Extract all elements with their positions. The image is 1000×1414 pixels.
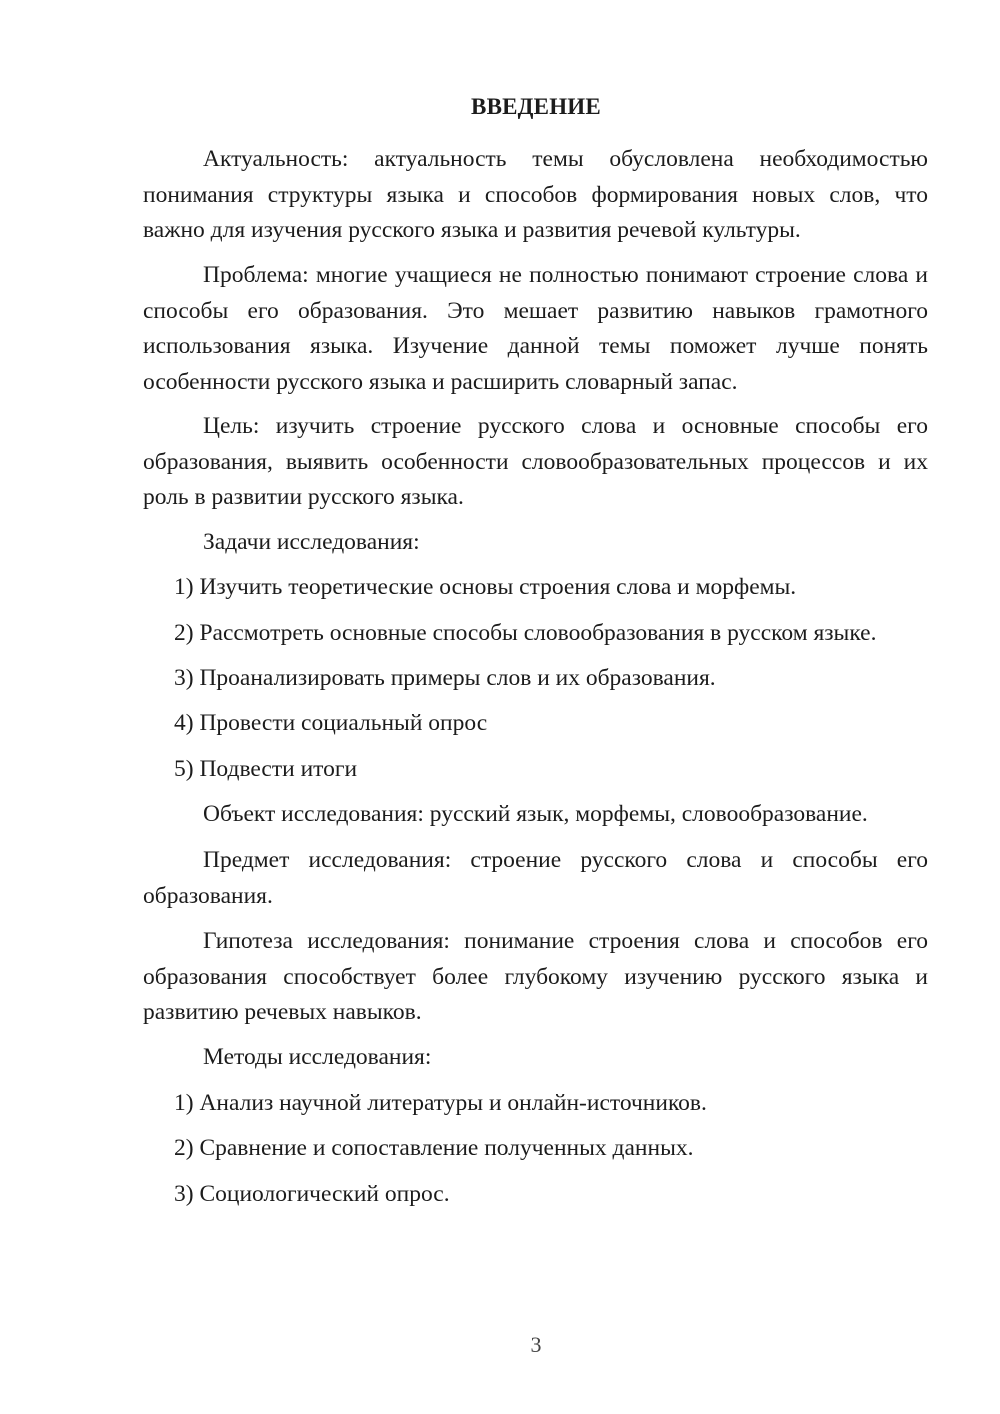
task-item: 3) Проанализировать примеры слов и их образования.: [174, 665, 716, 691]
method-item: 3) Социологический опрос.: [174, 1181, 450, 1207]
method-item: 1) Анализ научной литературы и онлайн-источников.: [174, 1090, 707, 1116]
hypothesis-paragraph: Гипотеза исследования: понимание строения слова и способов его образования способствует более глубокому изучению русского языка и развитию речевых навыков.: [143, 928, 928, 1025]
task-item: 5) Подвести итоги: [174, 756, 358, 782]
subject-paragraph: Предмет исследования: строение русского слова и способы его образования.: [143, 847, 928, 909]
task-item: 1) Изучить теоретические основы строения слова и морфемы.: [174, 574, 797, 600]
object-paragraph: Объект исследования: русский язык, морфемы, словообразование.: [203, 801, 868, 827]
methods-label: Методы исследования:: [203, 1044, 432, 1070]
page-number: 3: [530, 1332, 542, 1357]
tasks-label: Задачи исследования:: [203, 529, 420, 555]
task-item: 4) Провести социальный опрос: [174, 710, 488, 736]
task-item: 2) Рассмотреть основные способы словообразования в русском языке.: [174, 620, 877, 646]
page-title: ВВЕДЕНИЕ: [471, 94, 601, 119]
method-item: 2) Сравнение и сопоставление полученных данных.: [174, 1135, 694, 1161]
goal-paragraph: Цель: изучить строение русского слова и основные способы его образования, выявить особенности словообразовательных процессов и их роль в развитии русского языка.: [143, 413, 928, 510]
problem-paragraph: Проблема: многие учащиеся не полностью понимают строение слова и способы его образования. Это мешает развитию навыков грамотного использования языка. Изучение данной темы поможет лучше понять особенности русского языка и расширить словарный запас.: [143, 262, 928, 395]
relevance-paragraph: Актуальность: актуальность темы обусловлена необходимостью понимания структуры языка и способов формирования новых слов, что важно для изучения русского языка и развития речевой культуры.: [143, 146, 928, 243]
